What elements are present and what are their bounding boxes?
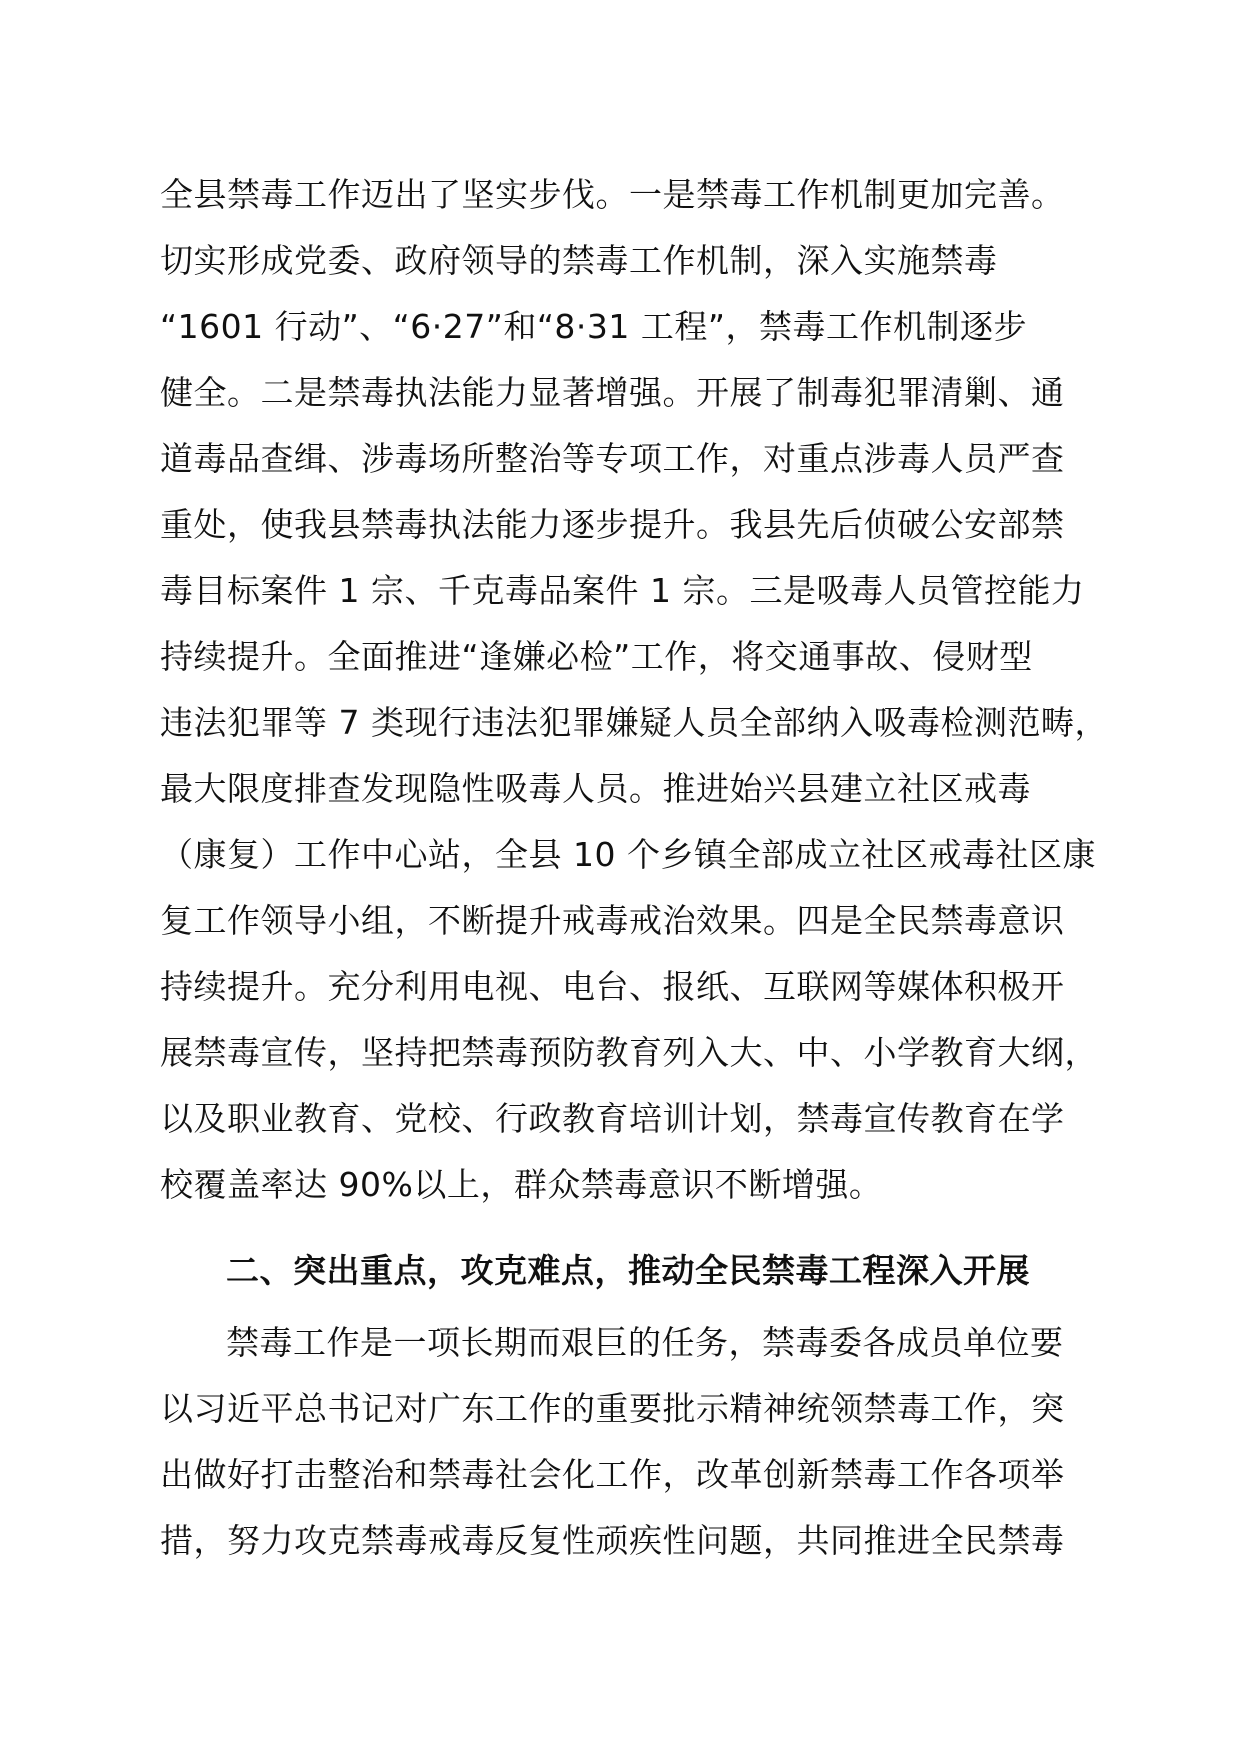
paragraph-line: 切实形成党委、政府领导的禁毒工作机制，深入实施禁毒 <box>160 241 998 280</box>
paragraph-line: 重处，使我县禁毒执法能力逐步提升。我县先后侦破公安部禁 <box>160 505 1065 544</box>
paragraph-line: 违法犯罪等 7 类现行违法犯罪嫌疑人员全部纳入吸毒检测范畴， <box>160 703 1108 742</box>
paragraph-line: “1601 行动”、“6·27”和“8·31 工程”，禁毒工作机制逐步 <box>160 307 1027 346</box>
paragraph-line: 持续提升。全面推进“逢嫌必检”工作，将交通事故、侵财型 <box>160 637 1033 676</box>
paragraph-line: 道毒品查缉、涉毒场所整治等专项工作，对重点涉毒人员严查 <box>160 439 1065 478</box>
paragraph-line: 最大限度排查发现隐性吸毒人员。推进始兴县建立社区戒毒 <box>160 769 1031 808</box>
paragraph-line: 以习近平总书记对广东工作的重要批示精神统领禁毒工作，突 <box>160 1389 1065 1428</box>
paragraph-line: 措，努力攻克禁毒戒毒反复性顽疾性问题，共同推进全民禁毒 <box>160 1521 1065 1560</box>
paragraph-line: 以及职业教育、党校、行政教育培训计划，禁毒宣传教育在学 <box>160 1099 1065 1138</box>
paragraph-line: 禁毒工作是一项长期而艰巨的任务，禁毒委各成员单位要 <box>226 1323 1064 1362</box>
paragraph-line: 持续提升。充分利用电视、电台、报纸、互联网等媒体积极开 <box>160 967 1065 1006</box>
paragraph-line: 出做好打击整治和禁毒社会化工作，改革创新禁毒工作各项举 <box>160 1455 1065 1494</box>
paragraph-line: 复工作领导小组，不断提升戒毒戒治效果。四是全民禁毒意识 <box>160 901 1065 940</box>
paragraph-line: 展禁毒宣传，坚持把禁毒预防教育列入大、中、小学教育大纲， <box>160 1033 1098 1072</box>
document-body <box>160 162 1120 1574</box>
paragraph-line: 健全。二是禁毒执法能力显著增强。开展了制毒犯罪清剿、通 <box>160 373 1065 412</box>
paragraph-line: 校覆盖率达 90%以上，群众禁毒意识不断增强。 <box>160 1165 883 1204</box>
paragraph-line: （康复）工作中心站，全县 10 个乡镇全部成立社区戒毒社区康 <box>160 835 1096 874</box>
body-paragraph <box>160 1310 1120 1574</box>
section-heading: 二、突出重点，攻克难点，推动全民禁毒工程深入开展 <box>226 1251 1030 1290</box>
paragraph-line: 全县禁毒工作迈出了坚实步伐。一是禁毒工作机制更加完善。 <box>160 175 1065 214</box>
paragraph-line: 毒目标案件 1 宗、千克毒品案件 1 宗。三是吸毒人员管控能力 <box>160 571 1085 610</box>
body-paragraph <box>160 162 1120 1218</box>
